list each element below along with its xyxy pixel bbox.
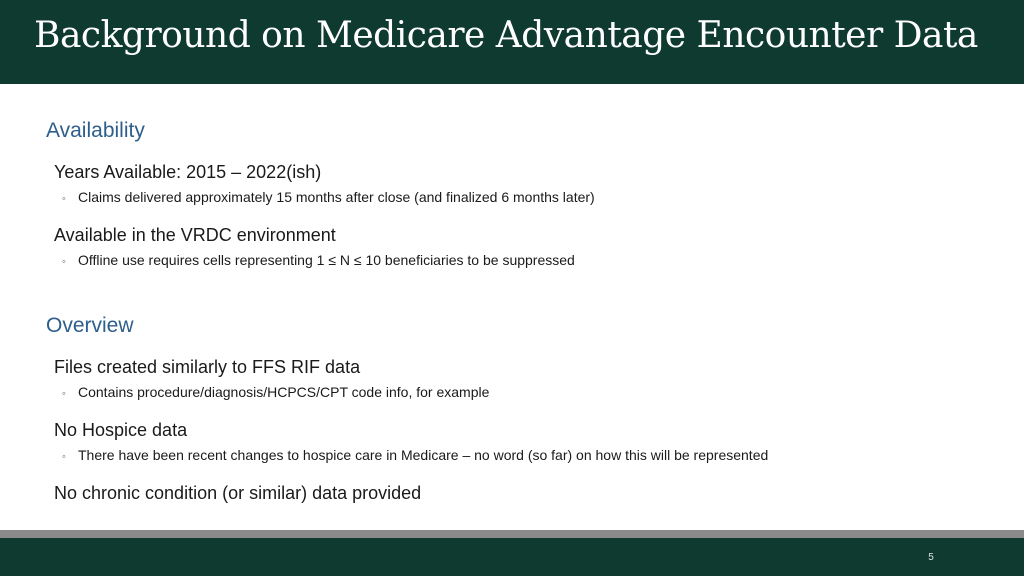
sub-bullet-text: There have been recent changes to hospice care in Medicare – no word (so far) on how this will be represented [78, 447, 769, 463]
sub-bullet-claims-delivered [62, 188, 595, 208]
hollow-bullet-icon: ◦ [62, 256, 66, 268]
sub-bullet-text: Offline use requires cells representing 1 ≤ N ≤ 10 beneficiaries to be suppressed [78, 252, 575, 268]
bullet-years-available: Years Available: 2015 – 2022(ish) [54, 162, 322, 182]
slide-title: Background on Medicare Advantage Encounter Data [34, 15, 978, 56]
sub-bullet-contains-procedure [62, 383, 489, 403]
section-heading-availability: Availability [46, 119, 145, 142]
sub-bullet-hospice-changes [62, 446, 768, 466]
bullet-no-hospice: No Hospice data [54, 420, 188, 440]
hollow-bullet-icon: ◦ [62, 388, 66, 400]
bullet-no-chronic-condition: No chronic condition (or similar) data provided [54, 483, 422, 503]
sub-bullet-text: Contains procedure/diagnosis/HCPCS/CPT code info, for example [78, 384, 490, 400]
hollow-bullet-icon: ◦ [62, 451, 66, 463]
title-bar [0, 0, 1024, 84]
footer-divider [0, 530, 1024, 538]
sub-bullet-offline-use [62, 251, 575, 271]
footer-bar [0, 538, 1024, 576]
bullet-vrdc-environment: Available in the VRDC environment [54, 225, 336, 245]
sub-bullet-text: Claims delivered approximately 15 months after close (and finalized 6 months later) [78, 189, 595, 205]
page-number: 5 [928, 552, 934, 563]
section-heading-overview: Overview [46, 314, 134, 337]
bullet-files-created: Files created similarly to FFS RIF data [54, 357, 361, 377]
hollow-bullet-icon: ◦ [62, 193, 66, 205]
slide-content [0, 84, 1024, 530]
